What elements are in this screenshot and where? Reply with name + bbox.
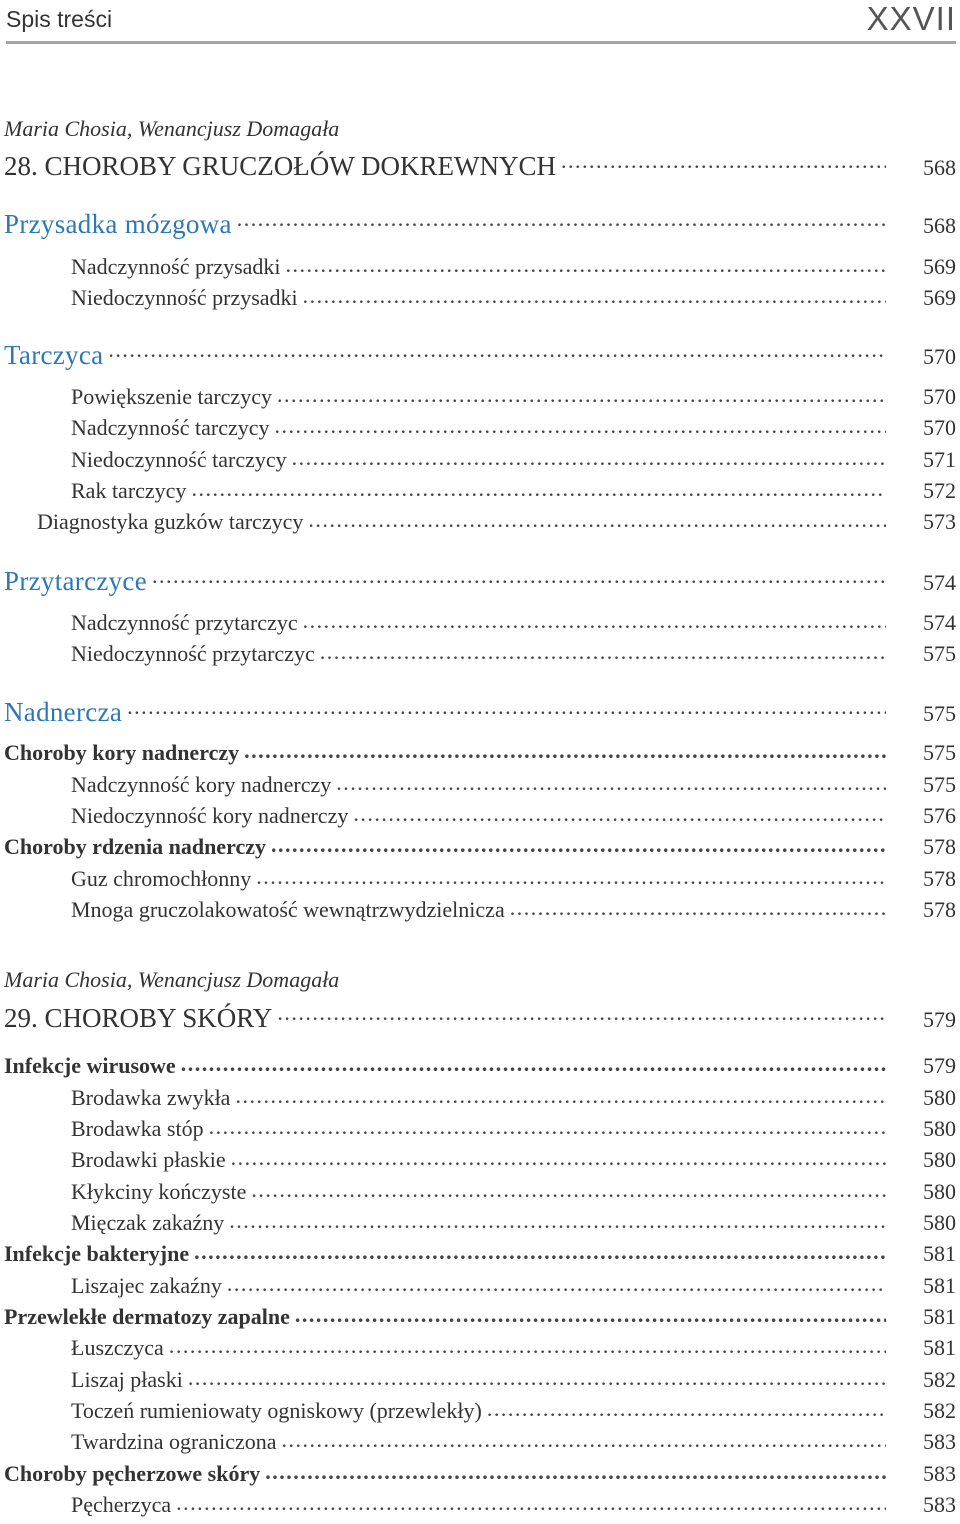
entry-page-number: 578: [923, 834, 956, 859]
entry-title: Przysadka mózgowa: [4, 209, 232, 239]
toc-entry[interactable]: [4, 476, 956, 506]
toc-entry[interactable]: [4, 1177, 956, 1207]
entry-page-number: 582: [923, 1398, 956, 1423]
dot-leader: [277, 1000, 886, 1027]
toc-entry[interactable]: [4, 1427, 956, 1457]
entry-page-number: 581: [923, 1241, 956, 1266]
entry-page-number: 569: [923, 254, 956, 279]
dot-leader: [127, 694, 886, 721]
page-number-roman: XXVII: [866, 0, 956, 37]
dot-leader: [209, 1114, 886, 1136]
dot-leader: [181, 1051, 886, 1073]
toc-entry[interactable]: [4, 1396, 956, 1426]
entry-title: Przytarczyce: [4, 566, 148, 596]
dot-leader: [303, 283, 886, 305]
entry-title: Niedoczynność tarczycy: [71, 447, 287, 472]
entry-page-number: 569: [923, 285, 956, 310]
dot-leader: [292, 445, 886, 467]
toc-entry[interactable]: [4, 1208, 956, 1238]
dot-leader: [561, 148, 886, 175]
dot-leader: [282, 1427, 886, 1449]
chapter-author: Maria Chosia, Wenancjusz Domagała: [4, 116, 340, 141]
entry-page-number: 570: [923, 415, 956, 440]
entry-page-number: 574: [923, 610, 956, 635]
entry-title: Przewlekłe dermatozy zapalne: [4, 1304, 290, 1329]
entry-page-number: 583: [923, 1461, 956, 1486]
entry-page-number: 568: [923, 213, 956, 238]
entry-page-number: 575: [923, 641, 956, 666]
entry-title: Brodawka stóp: [71, 1116, 204, 1141]
dot-leader: [244, 738, 886, 760]
entry-page-number: 580: [923, 1116, 956, 1141]
entry-title: Niedoczynność przysadki: [71, 285, 298, 310]
entry-title: Niedoczynność przytarczyc: [71, 641, 315, 666]
entry-page-number: 572: [923, 478, 956, 503]
entry-title: Toczeń rumieniowaty ogniskowy (przewlekły): [71, 1398, 482, 1423]
toc-entry[interactable]: [4, 1114, 956, 1144]
entry-page-number: 579: [923, 1053, 956, 1078]
entry-page-number: 583: [923, 1429, 956, 1454]
entry-title: Liszaj płaski: [71, 1367, 183, 1392]
entry-page-number: 570: [923, 344, 956, 369]
toc-entry[interactable]: [4, 608, 956, 638]
section-entry[interactable]: [4, 337, 956, 370]
toc-entry[interactable]: [4, 770, 956, 800]
dot-leader: [277, 382, 886, 404]
entry-title: Liszajec zakaźny: [71, 1273, 222, 1298]
entry-page-number: 580: [923, 1085, 956, 1110]
dot-leader: [152, 563, 886, 590]
dot-leader: [108, 337, 886, 364]
entry-page-number: 575: [923, 772, 956, 797]
entry-page-number: 583: [923, 1492, 956, 1517]
toc-entry[interactable]: [4, 639, 956, 669]
dot-leader: [510, 895, 886, 917]
dot-leader: [188, 1365, 886, 1387]
entry-title: Łuszczyca: [71, 1335, 164, 1360]
dot-leader: [237, 206, 886, 233]
toc-entry[interactable]: [4, 1333, 956, 1363]
entry-page-number: 573: [923, 509, 956, 534]
dot-leader: [251, 1177, 886, 1199]
toc-entry[interactable]: [4, 1490, 956, 1520]
dot-leader: [353, 801, 886, 823]
entry-title: Rak tarczycy: [71, 478, 187, 503]
toc-entry[interactable]: [4, 413, 956, 443]
dot-leader: [191, 476, 886, 498]
dot-leader: [231, 1145, 886, 1167]
entry-page-number: 580: [923, 1210, 956, 1235]
entry-title: Brodawki płaskie: [71, 1147, 226, 1172]
entry-title: Powiększenie tarczycy: [71, 384, 272, 409]
entry-title: 28. CHOROBY GRUCZOŁÓW DOKREWNYCH: [4, 151, 556, 181]
dot-leader: [308, 507, 886, 529]
dot-leader: [295, 1302, 886, 1324]
chapter-entry[interactable]: [4, 1000, 956, 1033]
toc-entry[interactable]: [4, 738, 956, 768]
toc-entry[interactable]: [4, 382, 956, 412]
entry-page-number: 574: [923, 570, 956, 595]
dot-leader: [286, 252, 886, 274]
toc-entry[interactable]: [4, 1239, 956, 1269]
entry-title: Diagnostyka guzków tarczycy: [37, 509, 304, 534]
dot-leader: [235, 1083, 886, 1105]
entry-title: Brodawka zwykła: [71, 1085, 231, 1110]
toc-entry[interactable]: [4, 832, 956, 862]
entry-title: Choroby pęcherzowe skóry: [4, 1461, 261, 1486]
entry-title: Nadczynność przysadki: [71, 254, 281, 279]
entry-page-number: 575: [923, 701, 956, 726]
dot-leader: [227, 1271, 886, 1293]
page-header: [6, 0, 956, 44]
entry-page-number: 576: [923, 803, 956, 828]
chapter-author: Maria Chosia, Wenancjusz Domagała: [4, 967, 340, 992]
entry-title: Nadczynność tarczycy: [71, 415, 270, 440]
entry-title: Twardzina ograniczona: [71, 1429, 277, 1454]
dot-leader: [271, 832, 886, 854]
toc-entry[interactable]: [4, 1459, 956, 1489]
entry-page-number: 578: [923, 866, 956, 891]
section-entry[interactable]: [4, 694, 956, 727]
entry-title: Nadnercza: [4, 697, 123, 727]
toc-entry[interactable]: [4, 252, 956, 282]
entry-page-number: 580: [923, 1179, 956, 1204]
entry-page-number: 580: [923, 1147, 956, 1172]
entry-page-number: 571: [923, 447, 956, 472]
dot-leader: [169, 1333, 886, 1355]
entry-title: 29. CHOROBY SKÓRY: [4, 1003, 273, 1033]
chapter-entry[interactable]: [4, 148, 956, 181]
dot-leader: [275, 413, 886, 435]
running-title: Spis treści: [6, 6, 113, 32]
toc-entry[interactable]: [4, 1083, 956, 1113]
entry-title: Choroby rdzenia nadnerczy: [4, 834, 266, 859]
toc-entry[interactable]: [4, 801, 956, 831]
entry-page-number: 570: [923, 384, 956, 409]
dot-leader: [320, 639, 886, 661]
entry-page-number: 568: [923, 155, 956, 180]
entry-page-number: 578: [923, 897, 956, 922]
entry-title: Guz chromochłonny: [71, 866, 252, 891]
section-entry[interactable]: [4, 563, 956, 596]
entry-page-number: 581: [923, 1335, 956, 1360]
toc-entry[interactable]: [4, 283, 956, 313]
toc-entry[interactable]: [4, 895, 956, 925]
dot-leader: [176, 1490, 886, 1512]
entry-title: Mięczak zakaźny: [71, 1210, 225, 1235]
toc-entry[interactable]: [4, 864, 956, 894]
entry-title: Tarczyca: [4, 340, 104, 370]
entry-title: Choroby kory nadnerczy: [4, 740, 240, 765]
dot-leader: [487, 1396, 886, 1418]
entry-title: Kłykciny kończyste: [71, 1179, 247, 1204]
dot-leader: [194, 1239, 886, 1261]
toc-entry[interactable]: [4, 1365, 956, 1395]
entry-title: Infekcje bakteryjne: [4, 1241, 190, 1266]
dot-leader: [303, 608, 886, 630]
toc-entry[interactable]: [4, 507, 956, 537]
toc-entry[interactable]: [4, 1302, 956, 1332]
toc-entry[interactable]: [4, 1051, 956, 1081]
entry-page-number: 581: [923, 1273, 956, 1298]
entry-title: Niedoczynność kory nadnerczy: [71, 803, 349, 828]
dot-leader: [256, 864, 886, 886]
toc-entry[interactable]: [4, 445, 956, 475]
dot-leader: [229, 1208, 886, 1230]
entry-title: Pęcherzyca: [71, 1492, 172, 1517]
entry-title: Nadczynność przytarczyc: [71, 610, 298, 635]
toc-entry[interactable]: [4, 1271, 956, 1301]
entry-title: Infekcje wirusowe: [4, 1053, 176, 1078]
entry-page-number: 575: [923, 740, 956, 765]
section-entry[interactable]: [4, 206, 956, 239]
entry-title: Mnoga gruczolakowatość wewnątrzwydzielnicza: [71, 897, 505, 922]
toc-entry[interactable]: [4, 1145, 956, 1175]
entry-page-number: 579: [923, 1007, 956, 1032]
dot-leader: [265, 1459, 886, 1481]
entry-title: Nadczynność kory nadnerczy: [71, 772, 332, 797]
dot-leader: [336, 770, 886, 792]
entry-page-number: 582: [923, 1367, 956, 1392]
entry-page-number: 581: [923, 1304, 956, 1329]
